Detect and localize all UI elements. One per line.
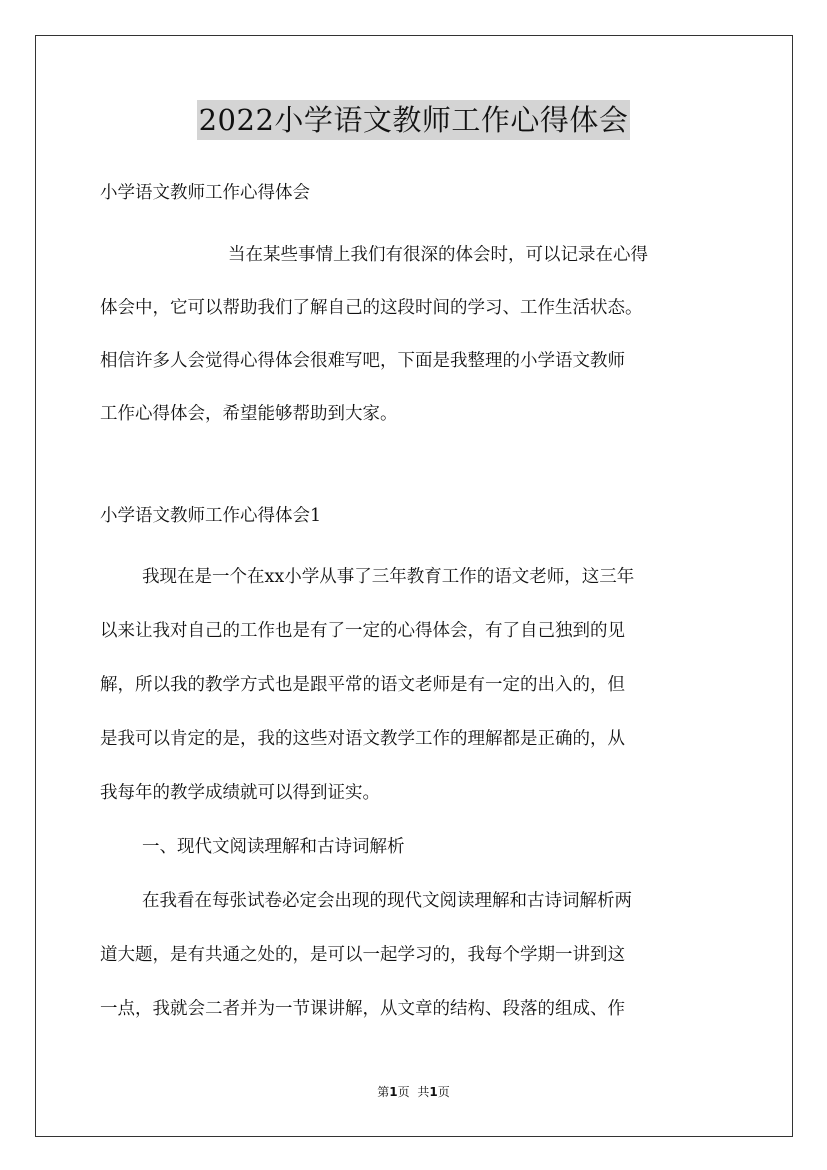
intro-line: 当在某些事情上我们有很深的体会时，可以记录在心得: [228, 245, 648, 265]
paragraph-line: 一点，我就会二者并为一节课讲解，从文章的结构、段落的组成、作: [100, 999, 625, 1019]
page-total: 1: [429, 1085, 438, 1099]
paragraph-line: 在我看在每张试卷必定会出现的现代文阅读理解和古诗词解析两: [142, 891, 632, 911]
section-title: 小学语文教师工作心得体会1: [100, 506, 322, 526]
page-prefix: 第: [377, 1085, 390, 1099]
page-suffix: 页: [397, 1085, 410, 1099]
intro-line: 体会中，它可以帮助我们了解自己的这段时间的学习、工作生活状态。: [100, 298, 643, 318]
document-subtitle: 小学语文教师工作心得体会: [100, 183, 310, 203]
intro-line: 相信许多人会觉得心得体会很难写吧，下面是我整理的小学语文教师: [100, 351, 625, 371]
title-wrap: [0, 100, 827, 140]
paragraph-line: 是我可以肯定的是，我的这些对语文教学工作的理解都是正确的，从: [100, 729, 625, 749]
paragraph-line: 解，所以我的教学方式也是跟平常的语文老师是有一定的出入的，但: [100, 675, 625, 695]
document-title: 2022小学语文教师工作心得体会: [197, 100, 631, 140]
intro-paragraph: [100, 229, 740, 441]
document-body: [100, 176, 740, 1036]
page-footer: [0, 1083, 827, 1100]
page-current: 1: [389, 1085, 398, 1099]
paragraph-1: [100, 550, 740, 1036]
total-suffix: 页: [437, 1085, 450, 1099]
total-prefix: 共: [417, 1085, 430, 1099]
paragraph-line: 道大题，是有共通之处的，是可以一起学习的，我每个学期一讲到这: [100, 945, 625, 965]
intro-line: 工作心得体会，希望能够帮助到大家。: [100, 404, 398, 424]
heading-1: 一、现代文阅读理解和古诗词解析: [142, 837, 405, 857]
paragraph-line: 我现在是一个在xx小学从事了三年教育工作的语文老师，这三年: [142, 567, 635, 587]
paragraph-line: 我每年的教学成绩就可以得到证实。: [100, 783, 380, 803]
paragraph-line: 以来让我对自己的工作也是有了一定的心得体会，有了自己独到的见: [100, 621, 625, 641]
